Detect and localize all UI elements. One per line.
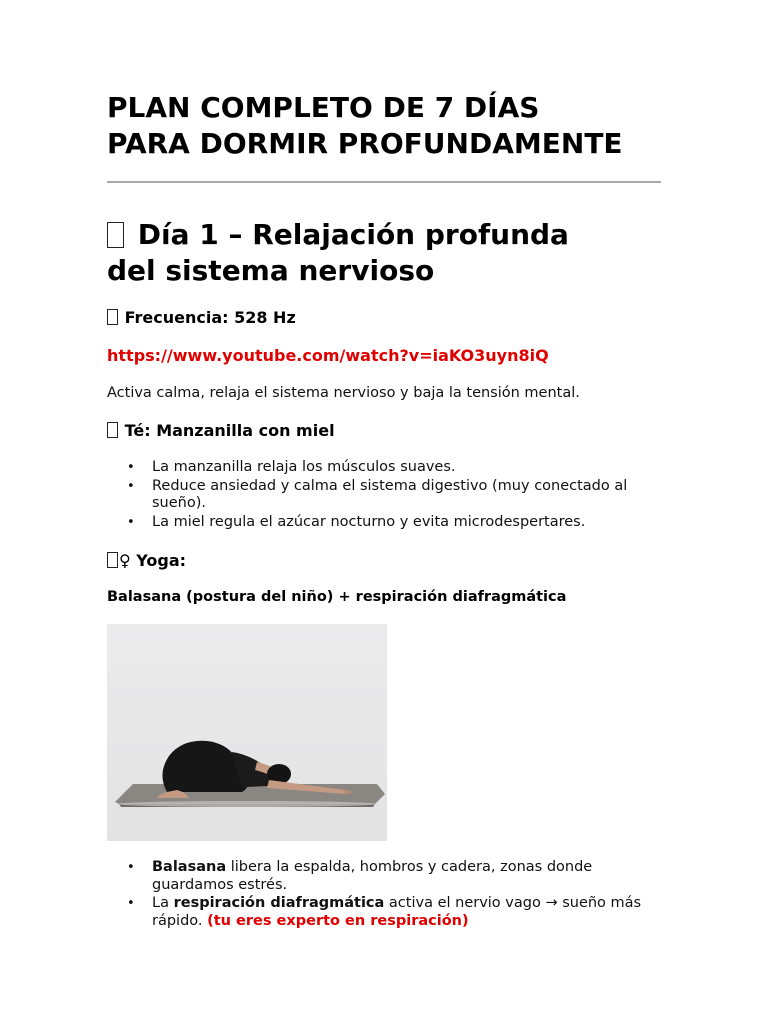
female-sign-icon: ♀ (119, 551, 131, 570)
tea-label: Té: Manzanilla con miel (124, 421, 335, 440)
breathing-note: (tu eres experto en respiración) (207, 912, 469, 929)
balasana-term: Balasana (152, 859, 227, 875)
missing-glyph-icon (107, 552, 118, 568)
tea-heading (107, 420, 335, 442)
frequency-label: Frecuencia: 528 Hz (124, 308, 296, 327)
list-item (107, 895, 667, 930)
pose-title: Balasana (postura del niño) + respiración diafragmática (107, 589, 567, 605)
document-title-line2: PARA DORMIR PROFUNDAMENTE (107, 127, 623, 160)
breathing-term: respiración diafragmática (173, 895, 385, 911)
yoga-label: Yoga: (136, 551, 187, 570)
frequency-heading (107, 307, 296, 329)
list-item (107, 859, 667, 894)
missing-glyph-icon (107, 422, 118, 438)
balasana-description: libera la espalda, hombros y cadera, zonas donde guardamos estrés. (152, 859, 593, 893)
breathing-description: activa el nervio vago → sueño más rápido. (152, 895, 642, 929)
list-item: • Reduce ansiedad y calma el sistema digestivo (muy conectado al sueño). (107, 478, 667, 513)
pose-bullet-list (107, 859, 667, 931)
horizontal-rule (107, 181, 661, 183)
document-title-line1: PLAN COMPLETO DE 7 DÍAS (107, 91, 540, 124)
document-title (107, 90, 667, 162)
frequency-description: Activa calma, relaja el sistema nervioso y baja la tensión mental. (107, 385, 580, 401)
list-item: • La miel regula el azúcar nocturno y evita microdespertares. (107, 514, 667, 532)
missing-glyph-icon (107, 222, 124, 248)
breathing-prefix: La (152, 895, 174, 911)
day1-heading-line2: del sistema nervioso (107, 254, 435, 287)
yoga-mat (115, 784, 385, 804)
day1-heading (107, 217, 667, 289)
missing-glyph-icon (107, 309, 118, 325)
child-pose-illustration (107, 624, 387, 841)
yoga-heading (107, 550, 186, 572)
list-item: • La manzanilla relaja los músculos suaves. (107, 459, 667, 477)
balasana-photo (107, 624, 387, 841)
tea-bullet-list (107, 459, 667, 532)
day1-heading-line1: Día 1 – Relajación profunda (137, 218, 569, 251)
youtube-link[interactable]: https://www.youtube.com/watch?v=iaKO3uyn8iQ (107, 346, 549, 365)
